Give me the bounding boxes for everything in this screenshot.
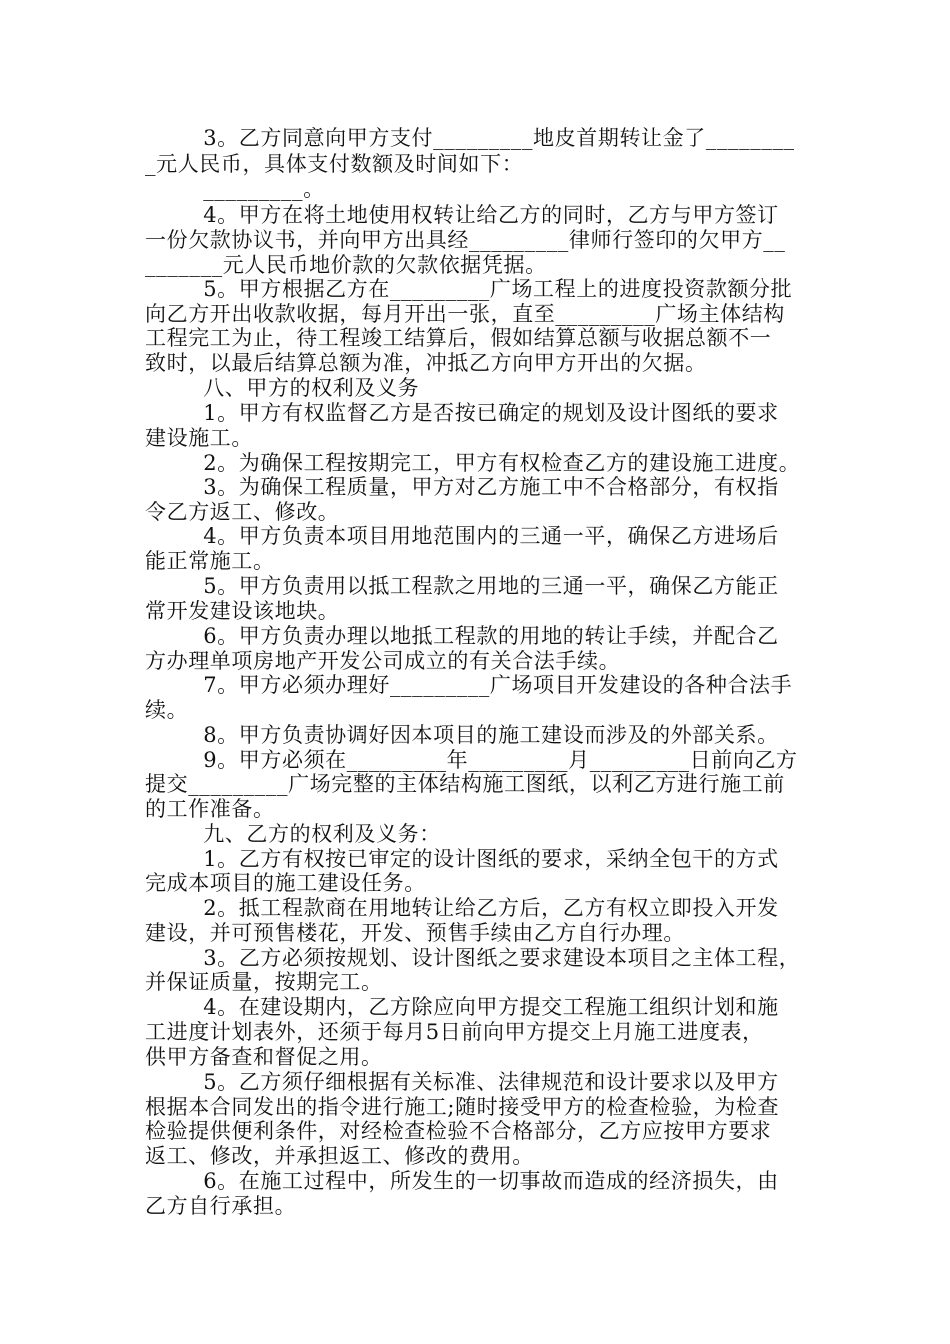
document-line: 7。甲方必须办理好_________广场项目开发建设的各种合法手 [145, 673, 793, 697]
document-line: _______元人民币地价款的欠款依据凭据。 [145, 253, 547, 277]
document-line: 6。甲方负责办理以地抵工程款的用地的转让手续，并配合乙 [145, 624, 779, 648]
document-line: 令乙方返工、修改。 [145, 500, 340, 524]
document-line: 3。乙方同意向甲方支付_________地皮首期转让金了________ [145, 126, 795, 150]
document-line: 3。乙方必须按规划、设计图纸之要求建设本项目之主体工程， [145, 946, 801, 970]
document-line: 返工、修改，并承担返工、修改的费用。 [145, 1144, 534, 1168]
document-line: 2。为确保工程按期完工，甲方有权检查乙方的建设施工进度。 [145, 451, 801, 475]
document-line: _元人民币，具体支付数额及时间如下： [145, 152, 524, 176]
section-heading: 八、甲方的权利及义务 [145, 376, 420, 400]
document-line: 能正常施工。 [145, 549, 275, 573]
document-line: 根据本合同发出的指令进行施工;随时接受甲方的检查检验，为检查 [145, 1095, 780, 1119]
document-line: 8。甲方负责协调好因本项目的施工建设而涉及的外部关系。 [145, 723, 779, 747]
document-line: 建设施工。 [145, 426, 253, 450]
document-line: 提交_________广场完整的主体结构施工图纸，以利乙方进行施工前 [145, 772, 785, 796]
document-line: 9。甲方必须在_________年_________月_________日前向乙方 [145, 748, 798, 772]
document-line: 完成本项目的施工建设任务。 [145, 871, 426, 895]
document-line: 并保证质量，按期完工。 [145, 970, 383, 994]
document-line: 供甲方备查和督促之用。 [145, 1045, 383, 1069]
document-line: 续。 [145, 698, 189, 722]
document-line: 3。为确保工程质量，甲方对乙方施工中不合格部分，有权指 [145, 475, 779, 499]
document-line: 向乙方开出收款收据，每月开出一张，直至_________广场主体结构 [145, 302, 785, 326]
document-line: 常开发建设该地块。 [145, 599, 340, 623]
document-line: 1。乙方有权按已审定的设计图纸的要求，采纳全包干的方式 [145, 847, 779, 871]
document-line: 工程完工为止，待工程竣工结算后，假如结算总额与收据总额不一 [145, 326, 772, 350]
document-line: 6。在施工过程中，所发生的一切事故而造成的经济损失，由 [145, 1169, 779, 1193]
document-line: 一份欠款协议书，并向甲方出具经_________律师行签印的欠甲方__ [145, 228, 786, 252]
document-line: 5。乙方须仔细根据有关标准、法律规范和设计要求以及甲方 [145, 1070, 779, 1094]
document-line: 方办理单项房地产开发公司成立的有关合法手续。 [145, 649, 621, 673]
document-line: 1。甲方有权监督乙方是否按已确定的规划及设计图纸的要求 [145, 401, 779, 425]
document-line: 的工作准备。 [145, 797, 275, 821]
document-line: 4。甲方在将土地使用权转让给乙方的同时，乙方与甲方签订 [145, 203, 779, 227]
document-line: 致时，以最后结算总额为准，冲抵乙方向甲方开出的欠据。 [145, 351, 707, 375]
section-heading: 九、乙方的权利及义务： [145, 822, 441, 846]
document-line: _________。 [145, 177, 325, 201]
document-line: 5。甲方根据乙方在_________广场工程上的进度投资款额分批 [145, 277, 793, 301]
document-line: 5。甲方负责用以抵工程款之用地的三通一平，确保乙方能正 [145, 574, 779, 598]
document-line: 2。抵工程款商在用地转让给乙方后，乙方有权立即投入开发 [145, 896, 779, 920]
document-line: 4。甲方负责本项目用地范围内的三通一平，确保乙方进场后 [145, 524, 779, 548]
document-line: 乙方自行承担。 [145, 1194, 297, 1218]
document-line: 建设，并可预售楼花，开发、预售手续由乙方自行办理。 [145, 921, 685, 945]
document-line: 4。在建设期内，乙方除应向甲方提交工程施工组织计划和施 [145, 995, 779, 1019]
document-line: 检验提供便利条件，对经检查检验不合格部分，乙方应按甲方要求 [145, 1119, 772, 1143]
document-line: 工进度计划表外，还须于每月5日前向甲方提交上月施工进度表， [145, 1020, 764, 1044]
